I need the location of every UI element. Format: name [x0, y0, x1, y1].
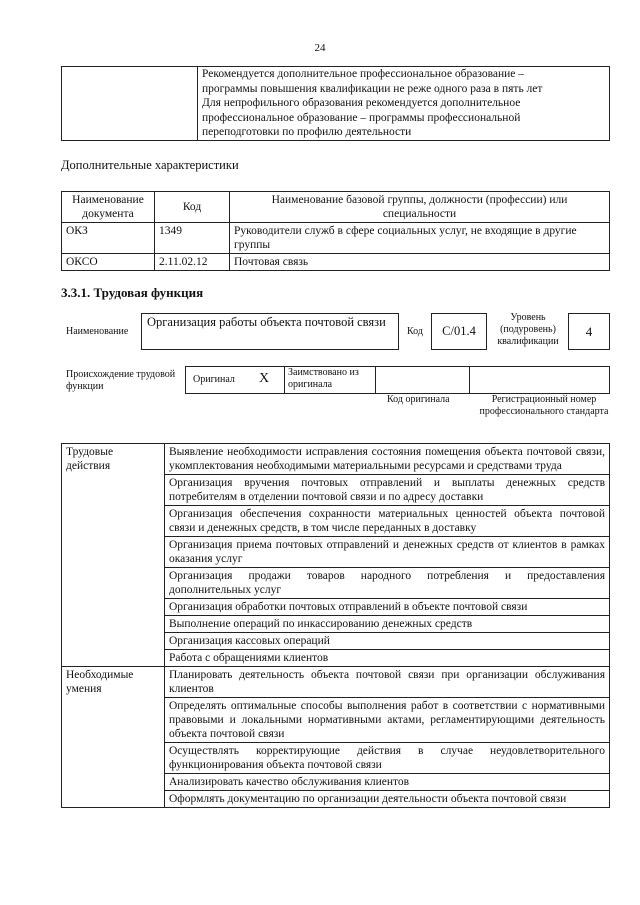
- group-name-cell: Руководители служб в сфере социальных услуг, не входящие в другие группы: [230, 223, 610, 254]
- education-line: Для непрофильного образования рекомендуется дополнительное: [202, 97, 521, 109]
- page-number: 24: [314, 42, 326, 54]
- code-cell: 1349: [155, 223, 230, 254]
- skill-item: Осуществлять корректирующие действия в случае неудовлетворительного функционирования объекта почтовой связи: [165, 743, 610, 774]
- education-table-empty-cell: [62, 67, 198, 141]
- skill-item: Оформлять документацию по организации деятельности объекта почтовой связи: [165, 791, 610, 808]
- origin-box: [185, 366, 610, 394]
- level-value: 4: [568, 313, 610, 350]
- table-row: [62, 254, 610, 271]
- action-item: Организация приема почтовых отправлений и денежных средств от клиентов в рамках оказания услуг: [165, 537, 610, 568]
- original-label: Оригинал: [193, 374, 235, 385]
- education-line: профессиональное образование – программы профессиональной: [202, 111, 521, 124]
- table-row: [62, 444, 610, 475]
- actions-label: Трудовые действия: [62, 444, 165, 667]
- action-item: Организация обработки почтовых отправлений в объекте почтовой связи: [165, 599, 610, 616]
- borrowed-label: Заимствовано из оригинала: [288, 367, 359, 390]
- code-cell: 2.11.02.12: [155, 254, 230, 271]
- group-name-cell: Почтовая связь: [230, 254, 610, 271]
- function-name-value: Организация работы объекта почтовой связи: [141, 313, 399, 350]
- skill-item: Анализировать качество обслуживания клиентов: [165, 774, 610, 791]
- level-label: Уровень (подуровень) квалификации: [497, 312, 559, 347]
- education-line: Рекомендуется дополнительное профессиональное образование –: [202, 68, 525, 80]
- table-row: [62, 667, 610, 698]
- doc-cell: ОКСО: [62, 254, 155, 271]
- code-original-label: Код оригинала: [387, 394, 450, 405]
- table-row: [62, 223, 610, 254]
- education-line: переподготовки по профилю деятельности: [202, 126, 412, 138]
- action-item: Организация обеспечения сохранности материальных ценностей объекта почтовой связи и денежных средств, в том числе переданных в доставку: [165, 506, 610, 537]
- original-mark: X: [259, 371, 270, 386]
- function-code-value: C/01.4: [431, 313, 487, 350]
- action-item: Организация продажи товаров народного потребления и предоставления дополнительных услуг: [165, 568, 610, 599]
- education-requirements-cell: [198, 67, 610, 141]
- education-table: [61, 66, 610, 141]
- skill-item: Определять оптимальные способы выполнения работ в соответствии с нормативными правовыми и локальными нормативными актами, регламентирующими деятельность объекта почтовой связи: [165, 698, 610, 743]
- skill-item: Планировать деятельность объекта почтовой связи при организации обслуживания клиентов: [165, 667, 610, 698]
- reg-number-label: Регистрационный номер профессионального стандарта: [479, 394, 609, 417]
- origin-label: Происхождение трудовой функции: [66, 369, 176, 392]
- section-title: 3.3.1. Трудовая функция: [61, 285, 204, 300]
- skills-label: Необходимые умения: [62, 667, 165, 808]
- action-item: Организация кассовых операций: [165, 633, 610, 650]
- action-item: Выполнение операций по инкассированию денежных средств: [165, 616, 610, 633]
- action-item: Организация вручения почтовых отправлений и выплаты денежных средств потребителям в отделении почтовой связи и по адресу доставки: [165, 475, 610, 506]
- additional-heading: Дополнительные характеристики: [61, 158, 239, 172]
- header-document: Наименование документа: [62, 192, 155, 223]
- action-item: Работа с обращениями клиентов: [165, 650, 610, 667]
- name-label: Наименование: [66, 326, 129, 337]
- action-item: Выявление необходимости исправления состояния помещения объекта почтовой связи, укомплектования необходимыми материальными ресурсами и средствами труда: [165, 444, 610, 475]
- header-code: Код: [155, 192, 230, 223]
- doc-cell: ОКЗ: [62, 223, 155, 254]
- code-label: Код: [407, 326, 423, 337]
- education-line: программы повышения квалификации не реже одного раза в пять лет: [202, 82, 543, 95]
- functions-table: [61, 443, 610, 808]
- header-group-name: Наименование базовой группы, должности (профессии) или специальности: [230, 192, 610, 223]
- additional-table: [61, 191, 610, 271]
